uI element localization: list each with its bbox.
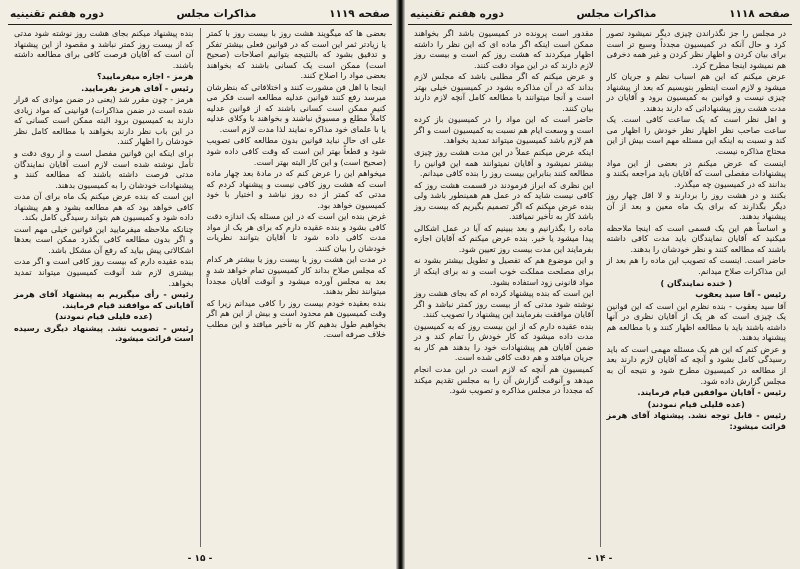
paragraph: علی ای حال نباید قوانین بدون مطالعه کافی تصویب شود و قطعاً بهتر این است که وقت کافی داده شود (صحیح است) و این کار البته بهتر است. (206, 135, 386, 167)
right-page (400, 0, 800, 569)
page-header (410, 6, 790, 22)
paragraph: میخواهم این را عرض کنم که در مادهٔ بعد چهار ماده است که هشت روز کافی نیست و پیشنهاد کردم که مدتی که کمتر از ده روز نباشد و اختیار با خود کمیسیون خواهد بود. (206, 168, 386, 210)
paragraph: اینکه عرض میکنم عملاً در این مدت هشت روز چیزی بیشتر نمیشود و آقایان نمیتوانند همه این قوانین را مطالعه کنند بنابراین بیست روز را بنده کافی میدانم. (414, 147, 594, 179)
paragraph: در مدت این هشت روز یا بیست روز یا بیشتر هر کدام که مجلس صلاح بداند کار کمیسیون تمام خواهد شد و بعد به مجلس آورده میشود و آنوقت آقایان مجدداً میتوانند نظر بدهند. (206, 254, 386, 297)
page-header (10, 6, 390, 22)
paragraph: آقا سید یعقوب - بنده نظرم این است که این قوانین یک چیزی است که هر یک از آقایان نظری در آنها داشته باشند باید با مطالعه اظهار کنند و با مطالعه هم پیشنهاد بدهند. (606, 300, 786, 343)
page-number-label: صفحه ۱۱۱۸ (729, 8, 790, 20)
paragraph: اینجا با اهل فن مشورت کنند و اختلافاتی که بنظرشان میرسد رفع کنند قوانین عدلیه مطالعه است فکر می کنیم ممکن است کسانی باشند که از قوانین عدلیه کاملاً مطلع و مسبوق نباشند و بخواهند با وکلای عدلیه یا با علمای خود مذاکره نمایند لذا مدت لازم است. (206, 81, 386, 134)
paragraph: بنده بعقیده خودم بیست روز را کافی میدانم زیرا که وقت کمیسیون هم محدود است و بیش از این هم اگر بخواهیم طول بدهیم کار به تأخیر میافتد و این مطلب خلاف صرفه است. (206, 297, 386, 340)
parenthetical-note: (عده قلیلی قیام نمودند) (55, 311, 153, 322)
paragraph: این است که بنده عرض میکنم یک ماه برای آن مدت کافی خواهد بود که هم مطالعه بشود و هم پیشنهاد داده شود و کمیسیون هم بتواند رسیدگی کامل بکند. (14, 191, 194, 223)
paragraph: برای اینکه این قوانین مفصل است و از روی دقت و تأمل نوشته شده است لازم است آقایان نمایندگان مدتی فرصت داشته باشند که مطالعه کنند و پیشنهادات خودشان را به کمیسیون بدهند. (14, 148, 194, 190)
paragraph: کمیسیون هم آنچه که لازم است در این مدت انجام میدهد و آنوقت گزارش آن را به مجلس تقدیم میکند که مجدداً در مجلس مذاکره و تصویب شود. (414, 363, 594, 396)
text-columns (8, 28, 392, 547)
paragraph: بکنند و در هشت روز را بردارند و لا اقل چهار روز دیگر بگذارند که برای یک ماه معین و بعد از آن پیشنهاد بدهند. (606, 190, 786, 222)
parenthetical-note: ( خنده نمایندگان ) (660, 277, 733, 288)
paragraph: مقدور است پرونده در کمیسیون باشد اگر بخواهند ممکن است اینکه اگر ماده ای که این نظر را داشته اظهار میکردند که هشت روز کم است و بیست روز لازم دارند که در این مواد دقت کنند. (414, 28, 594, 70)
header-divider (8, 24, 392, 25)
header-divider (408, 24, 792, 25)
speaker-line: هرمز - اجازه میفرمایید؟ (96, 71, 194, 82)
period-label: دوره هفتم تقنینیه (410, 8, 504, 20)
text-column-left (8, 28, 201, 547)
paragraph: بنده پیشنهاد میکنم بجای هشت روز نوشته شود مدتی که از بیست روز کمتر نباشد و مقصود از این پیشنهاد آن است که آقایان فرصت کافی برای مطالعه داشته باشند. (14, 28, 194, 70)
page-footer-number: - ۱۵ - (187, 554, 213, 564)
speaker-line: رئیس - قابل توجه نشد. پیشنهاد آقای هرمز قرائت میشود: (606, 410, 786, 431)
running-title: مذاکرات مجلس (576, 8, 657, 20)
page-number-label: صفحه ۱۱۱۹ (329, 8, 390, 20)
paragraph: بنده عقیده دارم که بیست روز کافی است و اگر مدت بیشتری لازم شد آنوقت کمیسیون میتواند تمدید بخواهد. (14, 256, 194, 288)
speaker-line: رئیس - آقا سید یعقوب (695, 289, 786, 300)
paragraph: حاضر است. اینست که تصویب این ماده را هم بعد از این مذاکرات صلاح میدانم. (606, 255, 786, 277)
period-label: دوره هفتم تقنینیه (10, 8, 104, 20)
paragraph: و این موضوع هم که تفصیل و تطویل بیشتر بشود نه برای مصلحت مملکت خوب است و نه برای اینکه از مواد قانونی زود استفاده بشود. (414, 255, 594, 287)
paragraph: بعضی ها که میگویند هشت روز با بیست روز با کمتر یا زیادتر ثمر این است که در قوانین فعلی بیشتر تفکر و تدقیق بشود که بالنتیجه بتوانیم اصلاحات (صحیح است) ممکن است یک کسانی باشند که بخواهند بعضی مواد را اصلاح کنند. (206, 28, 386, 81)
paragraph: اینست که عرض میکنم در بعضی از این مواد پیشنهادات مفصلی است که آقایان باید مراجعه بکنند و بدانند که در کمیسیون چه میگذرد. (606, 157, 786, 189)
text-column-right (408, 28, 601, 547)
paragraph: و اهل نظر است که یک ساعت کافی است. یک ساعت صاحب نظر اظهار نظر خودش را اظهار می کند و نسبت به اینکه این مسئله مهم است بیش از این محتاج مذاکره نیست. (606, 114, 786, 157)
paragraph: هرمز - چون مقرر شد (یعنی در ضمن موادی که قرار شده است در ضمن مذاکرات) قوانینی که مواد زیادی دارند به کمیسیون برود البته ممکن است کسانی که در این باب نظر دارند بخواهند با مطالعه کامل نظر خودشان را اظهار کنند. (14, 94, 194, 147)
paragraph: عرض میکنم که این هم اسباب نظم و جریان کار میشود و لازم است اینطور بنویسیم که بعد از پیشنهاد چیزی نیست و قوانین به کمیسیون برود و آقایان در مدت هشت روز پیشنهاداتی که دارند بدهند. (606, 71, 786, 113)
text-column-left (601, 28, 793, 547)
text-columns (408, 28, 792, 547)
parenthetical-note: (عده قلیلی قیام نمودند) (647, 398, 745, 409)
paragraph: بنده عقیده دارم که از این بیست روز که به کمیسیون مدت داده میشود که کار خودش را تمام کند و در ضمن آقایان هم پیشنهادات خود را بدهند هم کار به جریان میافتد و هم دقت کافی شده است. (414, 320, 594, 363)
paragraph: ماده را بگذرانیم و بعد ببینیم که آیا در عمل اشکالی پیدا میشود یا خیر. بنده عرض میکنم که آقایان اجازه بفرمایند این مدت بیست روز تعیین شود. (414, 222, 594, 254)
book-spine (396, 0, 405, 569)
paragraph: چنانکه ملاحظه میفرمایید این قوانین خیلی مهم است و اگر بدون مطالعه کافی بگذرد ممکن است بعدها اشکالاتی پیش بیاید که رفع آن مشکل باشد. (14, 223, 194, 255)
paragraph: حاضر است که این مواد را در کمیسیون باز کرده است و وسعت ایام هم نسبت به کمیسیون است و اگر هم لازم باشد کمیسیون میتواند تمدید بخواهد. (414, 114, 594, 146)
paragraph: و عرض کنم که این هم یک مسئله مهمی است که باید رسیدگی کامل بشود و آنچه که آقایان لازم دارند بعد از مطالعه در کمیسیون مطرح شود و نتیجه آن به مجلس گزارش داده شود. (606, 343, 786, 386)
speaker-line: رئیس - رأی میگیریم به پیشنهاد آقای هرمز آقایانی که موافقند قیام فرمایند. (14, 289, 194, 310)
paragraph: و عرض میکنم که اگر مطلبی باشد که مجلس لازم بداند که در آن مذاکره بشود در کمیسیون خیلی بهتر است و آنجا میتوانند با مطالعه کامل آنچه لازم دارند بیان کنند. (414, 71, 594, 113)
paragraph: غرض بنده این است که در این مسئله یک اندازه دقت کافی بشود و بنده عقیده دارم که برای هر یک از مواد مدت کافی داده شود تا آقایان بتوانند نظریات خودشان را بیان کنند. (206, 211, 386, 253)
paragraph: این نظری که ابراز فرمودند در قسمت هشت روز که کافی نیست شاید که در عمل هم همینطور باشد ولی بنده عرض میکنم که اگر تصمیم بگیریم که بیست روز باشد کار به تأخیر نمیافتد. (414, 179, 594, 222)
page-footer-number: - ۱۴ - (587, 554, 613, 564)
speaker-line: رئیس - آقای هرمز بفرمایید. (81, 82, 194, 93)
speaker-line: رئیس - آقایان موافقین قیام فرمایند. (637, 387, 786, 398)
text-column-right (201, 28, 393, 547)
paragraph: در مجلس را جز نگذراندن چیزی دیگر نمیشود تصور کرد و حال آنکه در کمیسیون مجدداً وسیع تر است برای بیان کردن و اظهار نظر کردن و غیر همه دخرفی هم نمیشود اینجا مطرح کرد. (606, 28, 786, 70)
paragraph: و اساساً هم این یک قسمی است که اینجا ملاحظه میکنید که آقایان نمایندگان باید مدت کافی داشته باشند که مطالعه کنند و نظر خودشان را بدهند. (606, 222, 786, 254)
speaker-line: رئیس - تصویب نشد. پیشنهاد دیگری رسیده است قرائت میشود. (14, 322, 194, 344)
running-title: مذاکرات مجلس (176, 8, 257, 20)
paragraph: این است که بنده پیشنهاد کرده ام که بجای هشت روز نوشته شود مدتی که از بیست روز کمتر نباشد و اگر آقایان موافقت بفرمایند این پیشنهاد را تصویب کنند. (414, 288, 594, 320)
